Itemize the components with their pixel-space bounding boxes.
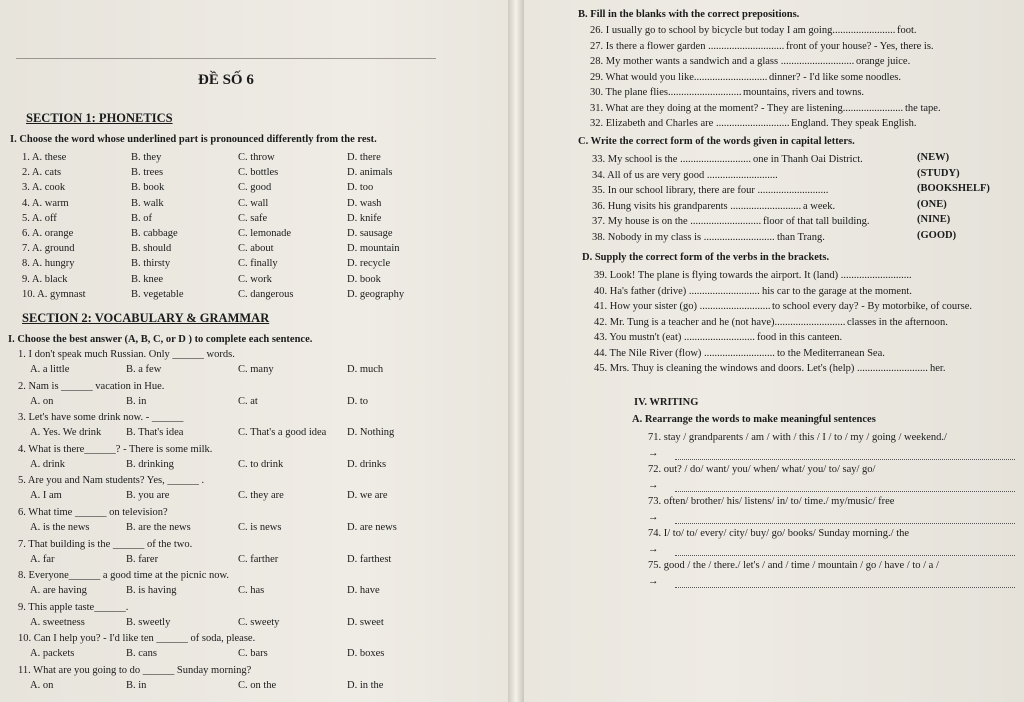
phonetic-option: 6. A. orange: [22, 228, 74, 239]
capital-word: (ONE): [917, 198, 947, 210]
answer-option: A. is the news: [30, 522, 90, 533]
answer-line: [675, 490, 1015, 492]
part-heading: D. Supply the correct form of the verbs in the brackets.: [582, 252, 830, 263]
fill-item-end: dinner? - I'd like some noodles.: [769, 71, 901, 83]
phonetic-option: 1. A. these: [22, 152, 67, 163]
word-form-item-end: floor of that tall building.: [763, 216, 870, 227]
verb-item-end: his car to the garage at the moment.: [762, 285, 912, 297]
part-heading: A. Rearrange the words to make meaningful sentences: [632, 414, 876, 425]
rearrange-item: 72. out? / do/ want/ you/ when/ what/ you/ to/ say/ go/: [648, 464, 876, 475]
answer-option: A. on: [30, 395, 54, 407]
answer-option: D. in the: [347, 680, 384, 691]
fill-item: 31. What are they doing at the moment? - They are listening.......................: [590, 102, 904, 114]
fill-item: 29. What would you like............................: [590, 71, 768, 83]
fill-item-end: the tape.: [905, 102, 941, 114]
answer-option: D. Nothing: [347, 427, 395, 439]
capital-word: (STUDY): [917, 167, 960, 179]
phonetic-option: D. there: [347, 152, 381, 163]
answer-option: B. That's idea: [126, 427, 184, 439]
answer-option: D. have: [347, 585, 380, 597]
question-text: 9. This apple taste______.: [18, 601, 129, 613]
answer-option: A. sweetness: [30, 616, 85, 628]
phonetic-option: C. wall: [238, 197, 269, 209]
answer-option: C. many: [238, 364, 274, 375]
phonetic-option: C. lemonade: [238, 228, 292, 239]
word-form-item-end: a week.: [803, 200, 836, 212]
phonetic-option: C. about: [238, 243, 274, 255]
answer-option: A. are having: [30, 585, 87, 597]
phonetic-option: D. mountain: [347, 243, 400, 255]
rearrange-item: 71. stay / grandparents / am / with / this / I / to / my / going / weekend./: [648, 432, 947, 443]
answer-arrow: →: [648, 480, 659, 491]
word-form-item: 36. Hung visits his grandparents ...........................: [592, 200, 802, 212]
task-instruction: I. Choose the word whose underlined part is pronounced differently from the rest.: [10, 134, 377, 145]
answer-option: C. bars: [238, 648, 268, 660]
answer-option: C. to drink: [238, 458, 284, 470]
answer-option: B. a few: [126, 364, 162, 375]
exam-title: ĐỀ SỐ 6: [198, 72, 254, 88]
answer-option: D. boxes: [347, 648, 385, 660]
fill-item: 27. Is there a flower garden .............................: [590, 40, 785, 52]
question-text: 5. Are you and Nam students? Yes, ______ .: [18, 475, 205, 487]
answer-arrow: →: [648, 512, 659, 523]
word-form-item: 37. My house is on the ...........................: [592, 216, 762, 227]
verb-item-end: food in this canteen.: [757, 332, 843, 343]
answer-option: B. sweetly: [126, 616, 171, 628]
question-text: 4. What is there______? - There is some milk.: [18, 443, 213, 455]
phonetic-option: B. cabbage: [131, 228, 178, 239]
answer-option: B. in: [126, 395, 147, 407]
phonetic-option: B. book: [131, 182, 165, 194]
question-text: 8. Everyone______ a good time at the picnic now.: [18, 570, 230, 582]
phonetic-option: D. too: [347, 182, 374, 194]
answer-option: C. sweety: [238, 616, 280, 628]
capital-word: (GOOD): [917, 229, 957, 241]
question-text: 6. What time ______ on television?: [18, 507, 168, 518]
phonetic-option: 10. A. gymnast: [22, 288, 86, 300]
phonetic-option: C. dangerous: [238, 288, 294, 300]
phonetic-option: B. knee: [131, 273, 164, 285]
phonetic-option: C. finally: [238, 258, 278, 270]
phonetic-option: 3. A. cook: [22, 182, 66, 194]
verb-item-end: to school every day? - By motorbike, of course.: [772, 301, 973, 312]
phonetic-option: C. throw: [238, 152, 275, 163]
question-text: 2. Nam is ______ vacation in Hue.: [18, 380, 165, 392]
verb-item: 41. How your sister (go) ...........................: [594, 301, 771, 312]
phonetic-option: C. good: [238, 182, 272, 194]
answer-option: A. I am: [30, 490, 62, 502]
question-text: 11. What are you going to do ______ Sunday morning?: [18, 665, 252, 676]
verb-item: 39. Look! The plane is flying towards the airport. It (land) ...........................: [594, 270, 912, 281]
verb-item: 45. Mrs. Thuy is cleaning the windows and doors. Let's (help) ...........................: [594, 363, 928, 374]
word-form-item: 34. All of us are very good ...........................: [592, 169, 778, 181]
verb-item: 44. The Nile River (flow) ...........................: [594, 347, 775, 359]
phonetic-option: D. animals: [347, 167, 393, 179]
phonetic-option: B. walk: [131, 197, 164, 209]
answer-line: [675, 522, 1015, 524]
capital-word: (NEW): [917, 152, 950, 163]
fill-item-end: mountains, rivers and towns.: [743, 87, 865, 98]
phonetic-option: B. thirsty: [131, 258, 171, 270]
phonetic-option: 9. A. black: [22, 273, 68, 285]
phonetic-option: D. geography: [347, 288, 405, 300]
phonetic-option: B. of: [131, 212, 152, 224]
question-text: 10. Can I help you? - I'd like ten ______ of soda, please.: [18, 633, 256, 645]
phonetic-option: D. wash: [347, 197, 382, 209]
rearrange-item: 75. good / the / there./ let's / and / time / mountain / go / have / to / a /: [648, 560, 939, 571]
answer-option: D. drinks: [347, 458, 387, 470]
part-heading: IV. WRITING: [634, 397, 699, 408]
phonetic-option: 4. A. warm: [22, 197, 69, 209]
phonetic-option: C. work: [238, 273, 272, 285]
word-form-item: 33. My school is the ...........................: [592, 154, 751, 165]
answer-option: B. you are: [126, 490, 170, 502]
capital-word: (NINE): [917, 214, 951, 225]
capital-word: (BOOKSHELF): [917, 183, 990, 194]
verb-item: 42. Mr. Tung is a teacher and he (not have)...........................: [594, 316, 846, 328]
answer-line: [675, 586, 1015, 588]
phonetic-option: B. trees: [131, 167, 164, 179]
phonetic-option: 8. A. hungry: [22, 258, 75, 270]
phonetic-option: 7. A. ground: [22, 243, 75, 255]
answer-option: B. in: [126, 680, 147, 691]
question-text: 7. That building is the ______ of the two.: [18, 538, 193, 550]
fill-item: 28. My mother wants a sandwich and a glass ............................: [590, 56, 855, 67]
word-form-item: 38. Nobody in my class is ...........................: [592, 231, 775, 243]
answer-option: D. sweet: [347, 616, 384, 628]
part-heading: C. Write the correct form of the words given in capital letters.: [578, 136, 855, 147]
phonetic-option: D. knife: [347, 212, 382, 224]
answer-option: A. a little: [30, 364, 70, 375]
rearrange-item: 74. I/ to/ to/ every/ city/ buy/ go/ books/ Sunday morning./ the: [648, 528, 910, 539]
answer-option: C. at: [238, 395, 258, 407]
answer-option: A. Yes. We drink: [30, 427, 102, 439]
answer-option: D. farthest: [347, 553, 392, 565]
fill-item-end: front of your house? - Yes, there is.: [786, 40, 934, 52]
answer-arrow: →: [648, 544, 659, 555]
answer-option: C. they are: [238, 490, 284, 502]
answer-option: A. on: [30, 680, 54, 691]
phonetic-option: D. book: [347, 273, 381, 285]
question-text: 1. I don't speak much Russian. Only ______ words.: [18, 349, 235, 360]
answer-option: B. are the news: [126, 522, 191, 533]
rearrange-item: 73. often/ brother/ his/ listens/ in/ to/ time./ my/music/ free: [648, 496, 895, 507]
fill-item-end: orange juice.: [856, 56, 911, 67]
phonetic-option: B. vegetable: [131, 288, 184, 300]
verb-item-end: classes in the afternoon.: [847, 316, 948, 328]
answer-option: A. drink: [30, 458, 65, 470]
header-rule: [16, 58, 436, 59]
phonetic-option: 2. A. cats: [22, 167, 62, 179]
word-form-item-end: one in Thanh Oai District.: [753, 154, 863, 165]
answer-option: A. packets: [30, 648, 75, 660]
answer-option: C. That's a good idea: [238, 427, 327, 439]
fill-item-end: England. They speak English.: [791, 118, 917, 129]
phonetic-option: C. safe: [238, 212, 268, 224]
answer-option: C. is news: [238, 522, 282, 533]
word-form-item: 35. In our school library, there are four ...........................: [592, 185, 829, 196]
answer-option: C. on the: [238, 680, 277, 691]
question-text: 3. Let's have some drink now. - ______: [18, 412, 184, 424]
answer-option: D. we are: [347, 490, 388, 502]
answer-option: B. cans: [126, 648, 157, 660]
answer-arrow: →: [648, 448, 659, 459]
verb-item: 43. You mustn't (eat) ...........................: [594, 332, 755, 343]
section-heading: SECTION 1: PHONETICS: [26, 111, 173, 125]
answer-option: D. are news: [347, 522, 397, 533]
verb-item-end: her.: [930, 363, 946, 374]
answer-arrow: →: [648, 576, 659, 587]
fill-item: 30. The plane flies............................: [590, 87, 742, 98]
answer-option: B. farer: [126, 553, 159, 565]
answer-line: [675, 458, 1015, 460]
answer-line: [675, 554, 1015, 556]
phonetic-option: D. sausage: [347, 228, 393, 239]
answer-option: C. has: [238, 585, 265, 597]
phonetic-option: B. they: [131, 152, 162, 163]
phonetic-option: C. bottles: [238, 167, 279, 179]
phonetic-option: D. recycle: [347, 258, 391, 270]
phonetic-option: B. should: [131, 243, 172, 255]
word-form-item-end: than Trang.: [777, 231, 825, 243]
phonetic-option: 5. A. off: [22, 212, 57, 224]
verb-item-end: to the Mediterranean Sea.: [777, 347, 885, 359]
answer-option: B. drinking: [126, 458, 174, 470]
fill-item-end: foot.: [897, 25, 917, 36]
answer-option: A. far: [30, 553, 55, 565]
answer-option: C. farther: [238, 553, 279, 565]
task-instruction: I. Choose the best answer (A, B, C, or D ) to complete each sentence.: [8, 334, 313, 345]
part-heading: B. Fill in the blanks with the correct prepositions.: [578, 9, 800, 20]
section-heading: SECTION 2: VOCABULARY & GRAMMAR: [22, 311, 270, 325]
fill-item: 32. Elizabeth and Charles are ............................: [590, 118, 790, 129]
answer-option: B. is having: [126, 585, 177, 597]
answer-option: D. much: [347, 364, 384, 375]
right-page: [520, 0, 1024, 702]
answer-option: D. to: [347, 395, 368, 407]
verb-item: 40. Ha's father (drive) ...........................: [594, 285, 760, 297]
fill-item: 26. I usually go to school by bicycle but today I am going........................: [590, 25, 896, 36]
